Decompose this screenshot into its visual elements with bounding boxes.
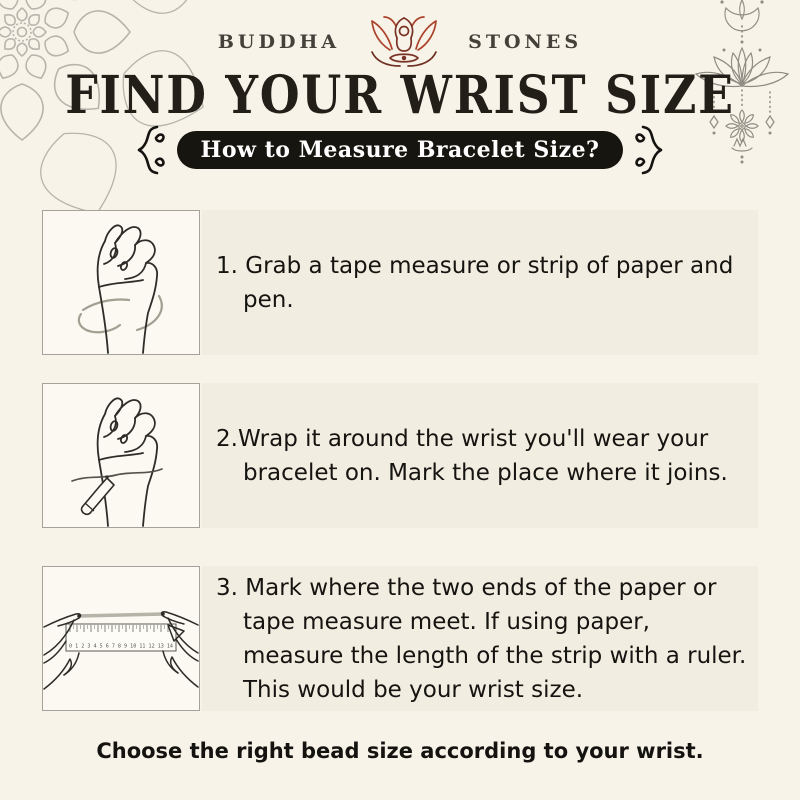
step3-text-panel (202, 566, 758, 711)
brand-logo (0, 14, 800, 70)
step3-text: 3. Mark where the two ends of the paper or tape measure meet. If using paper, measure the length of the strip with a ruler. This would be your wrist size. (216, 574, 747, 703)
subtitle-badge-row (0, 130, 800, 170)
step3-illustration-box (42, 566, 200, 711)
subtitle-badge: How to Measure Bracelet Size? (177, 131, 624, 169)
lotus-meditation-icon (354, 16, 454, 68)
hands-stretching-strip-over-ruler-illustration (43, 567, 199, 710)
step-row-1 (42, 210, 758, 355)
step2-text-panel (202, 383, 758, 528)
ruler-numbers: 0 1 2 3 4 5 6 7 8 9 10 11 12 13 14 (69, 643, 173, 650)
steps-list (0, 210, 800, 711)
curly-bracket-left-icon (127, 123, 165, 177)
brand-left-text: BUDDHA (217, 31, 341, 53)
fist-with-marker-pen-illustration (43, 384, 199, 527)
footer-note: Choose the right bead size according to your wrist. (96, 739, 704, 763)
step-row-3 (42, 566, 758, 711)
curly-bracket-right-icon (635, 123, 673, 177)
brand-right-text: STONES (468, 31, 583, 53)
step2-illustration-box (42, 383, 200, 528)
step2-text: 2.Wrap it around the wrist you'll wear your bracelet on. Mark the place where it joins. (216, 425, 728, 486)
step1-text-panel (202, 210, 758, 355)
page-title: FIND YOUR WRIST SIZE (65, 65, 735, 126)
fist-with-tape-loop-illustration (43, 211, 199, 354)
step-row-2 (42, 383, 758, 528)
step1-illustration-box (42, 210, 200, 355)
step1-text: 1. Grab a tape measure or strip of paper and pen. (216, 252, 734, 313)
